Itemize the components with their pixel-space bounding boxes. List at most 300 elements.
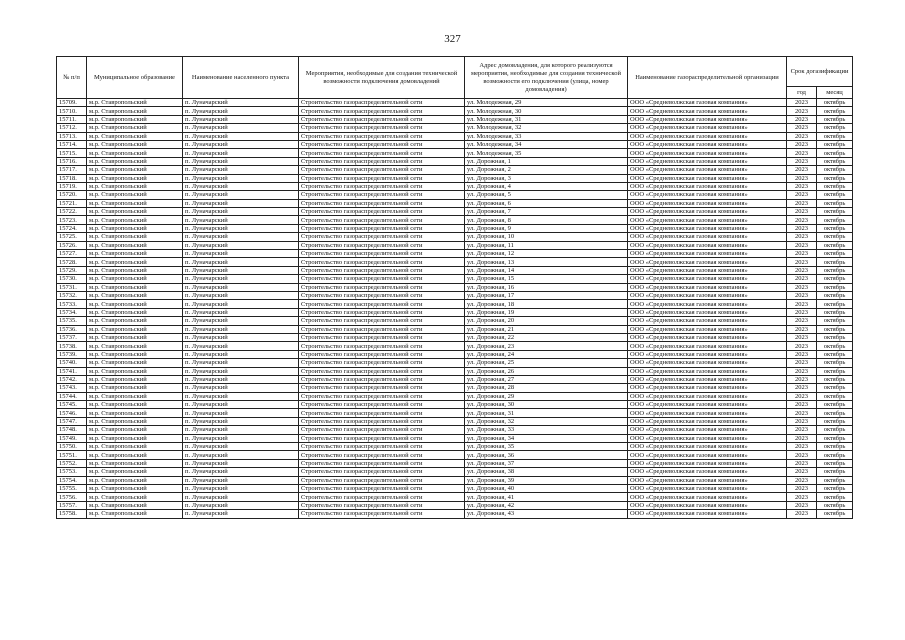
- address-cell: ул. Молодежная, 30: [465, 107, 628, 115]
- month-cell: октябрь: [817, 166, 853, 174]
- month-cell: октябрь: [817, 216, 853, 224]
- row-number: 15739.: [57, 350, 87, 358]
- org-cell: ООО «Средневолжская газовая компания»: [628, 191, 787, 199]
- row-number: 15721.: [57, 199, 87, 207]
- address-cell: ул. Дорожная, 25: [465, 359, 628, 367]
- settlement-cell: п. Луначарский: [183, 241, 299, 249]
- header-num: № п/п: [57, 57, 87, 99]
- address-cell: ул. Дорожная, 27: [465, 375, 628, 383]
- row-number: 15758.: [57, 510, 87, 518]
- year-cell: 2023: [787, 426, 817, 434]
- settlement-cell: п. Луначарский: [183, 149, 299, 157]
- row-number: 15738.: [57, 342, 87, 350]
- settlement-cell: п. Луначарский: [183, 401, 299, 409]
- address-cell: ул. Дорожная, 33: [465, 426, 628, 434]
- municipality-cell: м.р. Ставропольский: [87, 275, 183, 283]
- year-cell: 2023: [787, 250, 817, 258]
- year-cell: 2023: [787, 275, 817, 283]
- table-body: [57, 99, 853, 519]
- org-cell: ООО «Средневолжская газовая компания»: [628, 132, 787, 140]
- municipality-cell: м.р. Ставропольский: [87, 501, 183, 509]
- settlement-cell: п. Луначарский: [183, 157, 299, 165]
- page-number: 327: [444, 33, 461, 45]
- settlement-cell: п. Луначарский: [183, 342, 299, 350]
- settlement-cell: п. Луначарский: [183, 375, 299, 383]
- month-cell: октябрь: [817, 476, 853, 484]
- year-cell: 2023: [787, 317, 817, 325]
- address-cell: ул. Дорожная, 13: [465, 258, 628, 266]
- org-cell: ООО «Средневолжская газовая компания»: [628, 417, 787, 425]
- municipality-cell: м.р. Ставропольский: [87, 317, 183, 325]
- settlement-cell: п. Луначарский: [183, 501, 299, 509]
- year-cell: 2023: [787, 493, 817, 501]
- table-row: [57, 501, 853, 509]
- org-cell: ООО «Средневолжская газовая компания»: [628, 107, 787, 115]
- table-row: [57, 459, 853, 467]
- address-cell: ул. Дорожная, 24: [465, 350, 628, 358]
- year-cell: 2023: [787, 342, 817, 350]
- org-cell: ООО «Средневолжская газовая компания»: [628, 174, 787, 182]
- address-cell: ул. Дорожная, 16: [465, 283, 628, 291]
- row-number: 15746.: [57, 409, 87, 417]
- address-cell: ул. Дорожная, 18: [465, 300, 628, 308]
- org-cell: ООО «Средневолжская газовая компания»: [628, 99, 787, 107]
- year-cell: 2023: [787, 468, 817, 476]
- table-row: [57, 191, 853, 199]
- org-cell: ООО «Средневолжская газовая компания»: [628, 510, 787, 518]
- year-cell: 2023: [787, 140, 817, 148]
- measure-cell: Строительство газораспределительной сети: [299, 233, 465, 241]
- table-row: [57, 233, 853, 241]
- address-cell: ул. Молодежная, 31: [465, 115, 628, 123]
- address-cell: ул. Дорожная, 2: [465, 166, 628, 174]
- year-cell: 2023: [787, 392, 817, 400]
- settlement-cell: п. Луначарский: [183, 317, 299, 325]
- year-cell: 2023: [787, 443, 817, 451]
- municipality-cell: м.р. Ставропольский: [87, 115, 183, 123]
- municipality-cell: м.р. Ставропольский: [87, 224, 183, 232]
- org-cell: ООО «Средневолжская газовая компания»: [628, 250, 787, 258]
- table-row: [57, 434, 853, 442]
- year-cell: 2023: [787, 308, 817, 316]
- row-number: 15741.: [57, 367, 87, 375]
- year-cell: 2023: [787, 266, 817, 274]
- settlement-cell: п. Луначарский: [183, 258, 299, 266]
- org-cell: ООО «Средневолжская газовая компания»: [628, 208, 787, 216]
- measure-cell: Строительство газораспределительной сети: [299, 484, 465, 492]
- settlement-cell: п. Луначарский: [183, 283, 299, 291]
- settlement-cell: п. Луначарский: [183, 99, 299, 107]
- org-cell: ООО «Средневолжская газовая компания»: [628, 266, 787, 274]
- table-row: [57, 443, 853, 451]
- settlement-cell: п. Луначарский: [183, 510, 299, 518]
- month-cell: октябрь: [817, 174, 853, 182]
- measure-cell: Строительство газораспределительной сети: [299, 468, 465, 476]
- municipality-cell: м.р. Ставропольский: [87, 350, 183, 358]
- measure-cell: Строительство газораспределительной сети: [299, 459, 465, 467]
- month-cell: октябрь: [817, 401, 853, 409]
- org-cell: ООО «Средневолжская газовая компания»: [628, 333, 787, 341]
- header-deadline: Срок догазификации: [787, 57, 853, 87]
- municipality-cell: м.р. Ставропольский: [87, 199, 183, 207]
- settlement-cell: п. Луначарский: [183, 140, 299, 148]
- table-row: [57, 333, 853, 341]
- year-cell: 2023: [787, 417, 817, 425]
- table-row: [57, 208, 853, 216]
- municipality-cell: м.р. Ставропольский: [87, 493, 183, 501]
- municipality-cell: м.р. Ставропольский: [87, 233, 183, 241]
- measure-cell: Строительство газораспределительной сети: [299, 392, 465, 400]
- address-cell: ул. Дорожная, 17: [465, 291, 628, 299]
- year-cell: 2023: [787, 434, 817, 442]
- municipality-cell: м.р. Ставропольский: [87, 99, 183, 107]
- row-number: 15748.: [57, 426, 87, 434]
- municipality-cell: м.р. Ставропольский: [87, 434, 183, 442]
- row-number: 15740.: [57, 359, 87, 367]
- municipality-cell: м.р. Ставропольский: [87, 451, 183, 459]
- org-cell: ООО «Средневолжская газовая компания»: [628, 216, 787, 224]
- settlement-cell: п. Луначарский: [183, 384, 299, 392]
- org-cell: ООО «Средневолжская газовая компания»: [628, 224, 787, 232]
- municipality-cell: м.р. Ставропольский: [87, 468, 183, 476]
- measure-cell: Строительство газораспределительной сети: [299, 224, 465, 232]
- row-number: 15726.: [57, 241, 87, 249]
- measure-cell: Строительство газораспределительной сети: [299, 283, 465, 291]
- municipality-cell: м.р. Ставропольский: [87, 283, 183, 291]
- table-row: [57, 484, 853, 492]
- measure-cell: Строительство газораспределительной сети: [299, 107, 465, 115]
- settlement-cell: п. Луначарский: [183, 426, 299, 434]
- row-number: 15718.: [57, 174, 87, 182]
- measure-cell: Строительство газораспределительной сети: [299, 384, 465, 392]
- org-cell: ООО «Средневолжская газовая компания»: [628, 241, 787, 249]
- org-cell: ООО «Средневолжская газовая компания»: [628, 434, 787, 442]
- org-cell: ООО «Средневолжская газовая компания»: [628, 233, 787, 241]
- month-cell: октябрь: [817, 375, 853, 383]
- header-municipality: Муниципальное образование: [87, 57, 183, 99]
- year-cell: 2023: [787, 216, 817, 224]
- org-cell: ООО «Средневолжская газовая компания»: [628, 359, 787, 367]
- measure-cell: Строительство газораспределительной сети: [299, 140, 465, 148]
- settlement-cell: п. Луначарский: [183, 333, 299, 341]
- year-cell: 2023: [787, 350, 817, 358]
- gasification-table: [56, 56, 853, 519]
- year-cell: 2023: [787, 115, 817, 123]
- measure-cell: Строительство газораспределительной сети: [299, 426, 465, 434]
- address-cell: ул. Дорожная, 5: [465, 191, 628, 199]
- settlement-cell: п. Луначарский: [183, 392, 299, 400]
- municipality-cell: м.р. Ставропольский: [87, 107, 183, 115]
- measure-cell: Строительство газораспределительной сети: [299, 476, 465, 484]
- table-row: [57, 216, 853, 224]
- month-cell: октябрь: [817, 434, 853, 442]
- header-org: Наименование газораспределительной организации: [628, 57, 787, 99]
- address-cell: ул. Молодежная, 32: [465, 124, 628, 132]
- row-number: 15751.: [57, 451, 87, 459]
- municipality-cell: м.р. Ставропольский: [87, 417, 183, 425]
- month-cell: октябрь: [817, 191, 853, 199]
- org-cell: ООО «Средневолжская газовая компания»: [628, 501, 787, 509]
- municipality-cell: м.р. Ставропольский: [87, 250, 183, 258]
- municipality-cell: м.р. Ставропольский: [87, 149, 183, 157]
- header-settlement: Наименование населенного пункта: [183, 57, 299, 99]
- org-cell: ООО «Средневолжская газовая компания»: [628, 308, 787, 316]
- measure-cell: Строительство газораспределительной сети: [299, 157, 465, 165]
- settlement-cell: п. Луначарский: [183, 359, 299, 367]
- table-row: [57, 384, 853, 392]
- row-number: 15717.: [57, 166, 87, 174]
- address-cell: ул. Дорожная, 43: [465, 510, 628, 518]
- table-row: [57, 367, 853, 375]
- month-cell: октябрь: [817, 501, 853, 509]
- table-row: [57, 493, 853, 501]
- month-cell: октябрь: [817, 484, 853, 492]
- table-row: [57, 325, 853, 333]
- month-cell: октябрь: [817, 199, 853, 207]
- address-cell: ул. Молодежная, 33: [465, 132, 628, 140]
- org-cell: ООО «Средневолжская газовая компания»: [628, 291, 787, 299]
- address-cell: ул. Дорожная, 40: [465, 484, 628, 492]
- table-row: [57, 392, 853, 400]
- settlement-cell: п. Луначарский: [183, 493, 299, 501]
- month-cell: октябрь: [817, 107, 853, 115]
- year-cell: 2023: [787, 132, 817, 140]
- measure-cell: Строительство газораспределительной сети: [299, 275, 465, 283]
- municipality-cell: м.р. Ставропольский: [87, 401, 183, 409]
- address-cell: ул. Дорожная, 38: [465, 468, 628, 476]
- row-number: 15725.: [57, 233, 87, 241]
- table-row: [57, 308, 853, 316]
- month-cell: октябрь: [817, 342, 853, 350]
- settlement-cell: п. Луначарский: [183, 275, 299, 283]
- municipality-cell: м.р. Ставропольский: [87, 510, 183, 518]
- municipality-cell: м.р. Ставропольский: [87, 443, 183, 451]
- settlement-cell: п. Луначарский: [183, 199, 299, 207]
- year-cell: 2023: [787, 510, 817, 518]
- measure-cell: Строительство газораспределительной сети: [299, 493, 465, 501]
- table-row: [57, 124, 853, 132]
- year-cell: 2023: [787, 182, 817, 190]
- row-number: 15712.: [57, 124, 87, 132]
- municipality-cell: м.р. Ставропольский: [87, 333, 183, 341]
- table-row: [57, 476, 853, 484]
- month-cell: октябрь: [817, 208, 853, 216]
- row-number: 15735.: [57, 317, 87, 325]
- row-number: 15743.: [57, 384, 87, 392]
- org-cell: ООО «Средневолжская газовая компания»: [628, 124, 787, 132]
- table-row: [57, 375, 853, 383]
- table-row: [57, 107, 853, 115]
- address-cell: ул. Дорожная, 30: [465, 401, 628, 409]
- row-number: 15727.: [57, 250, 87, 258]
- org-cell: ООО «Средневолжская газовая компания»: [628, 392, 787, 400]
- month-cell: октябрь: [817, 426, 853, 434]
- row-number: 15734.: [57, 308, 87, 316]
- month-cell: октябрь: [817, 266, 853, 274]
- year-cell: 2023: [787, 384, 817, 392]
- month-cell: октябрь: [817, 409, 853, 417]
- municipality-cell: м.р. Ставропольский: [87, 157, 183, 165]
- measure-cell: Строительство газораспределительной сети: [299, 300, 465, 308]
- address-cell: ул. Молодежная, 34: [465, 140, 628, 148]
- org-cell: ООО «Средневолжская газовая компания»: [628, 149, 787, 157]
- year-cell: 2023: [787, 367, 817, 375]
- table-row: [57, 99, 853, 107]
- org-cell: ООО «Средневолжская газовая компания»: [628, 182, 787, 190]
- row-number: 15724.: [57, 224, 87, 232]
- table-row: [57, 401, 853, 409]
- org-cell: ООО «Средневолжская газовая компания»: [628, 409, 787, 417]
- org-cell: ООО «Средневолжская газовая компания»: [628, 199, 787, 207]
- month-cell: октябрь: [817, 157, 853, 165]
- month-cell: октябрь: [817, 258, 853, 266]
- month-cell: октябрь: [817, 359, 853, 367]
- settlement-cell: п. Луначарский: [183, 434, 299, 442]
- row-number: 15714.: [57, 140, 87, 148]
- org-cell: ООО «Средневолжская газовая компания»: [628, 342, 787, 350]
- row-number: 15715.: [57, 149, 87, 157]
- measure-cell: Строительство газораспределительной сети: [299, 510, 465, 518]
- row-number: 15753.: [57, 468, 87, 476]
- row-number: 15732.: [57, 291, 87, 299]
- municipality-cell: м.р. Ставропольский: [87, 359, 183, 367]
- table-row: [57, 359, 853, 367]
- org-cell: ООО «Средневолжская газовая компания»: [628, 325, 787, 333]
- address-cell: ул. Дорожная, 8: [465, 216, 628, 224]
- month-cell: октябрь: [817, 250, 853, 258]
- month-cell: октябрь: [817, 333, 853, 341]
- table-row: [57, 182, 853, 190]
- settlement-cell: п. Луначарский: [183, 291, 299, 299]
- municipality-cell: м.р. Ставропольский: [87, 291, 183, 299]
- year-cell: 2023: [787, 484, 817, 492]
- year-cell: 2023: [787, 157, 817, 165]
- table-row: [57, 426, 853, 434]
- year-cell: 2023: [787, 476, 817, 484]
- measure-cell: Строительство газораспределительной сети: [299, 308, 465, 316]
- header-address: Адрес домовладения, для которого реализуются мероприятия, необходимые для создания технической возможности его подключения (улица, номер домовладения): [465, 57, 628, 99]
- table-row: [57, 417, 853, 425]
- municipality-cell: м.р. Ставропольский: [87, 392, 183, 400]
- month-cell: октябрь: [817, 510, 853, 518]
- settlement-cell: п. Луначарский: [183, 208, 299, 216]
- row-number: 15736.: [57, 325, 87, 333]
- address-cell: ул. Дорожная, 4: [465, 182, 628, 190]
- row-number: 15709.: [57, 99, 87, 107]
- org-cell: ООО «Средневолжская газовая компания»: [628, 258, 787, 266]
- measure-cell: Строительство газораспределительной сети: [299, 434, 465, 442]
- measure-cell: Строительство газораспределительной сети: [299, 401, 465, 409]
- org-cell: ООО «Средневолжская газовая компания»: [628, 166, 787, 174]
- address-cell: ул. Дорожная, 29: [465, 392, 628, 400]
- month-cell: октябрь: [817, 275, 853, 283]
- row-number: 15756.: [57, 493, 87, 501]
- address-cell: ул. Дорожная, 22: [465, 333, 628, 341]
- settlement-cell: п. Луначарский: [183, 132, 299, 140]
- municipality-cell: м.р. Ставропольский: [87, 300, 183, 308]
- address-cell: ул. Дорожная, 35: [465, 443, 628, 451]
- org-cell: ООО «Средневолжская газовая компания»: [628, 115, 787, 123]
- address-cell: ул. Дорожная, 1: [465, 157, 628, 165]
- row-number: 15757.: [57, 501, 87, 509]
- settlement-cell: п. Луначарский: [183, 459, 299, 467]
- org-cell: ООО «Средневолжская газовая компания»: [628, 484, 787, 492]
- table-row: [57, 250, 853, 258]
- row-number: 15722.: [57, 208, 87, 216]
- row-number: 15754.: [57, 476, 87, 484]
- address-cell: ул. Дорожная, 34: [465, 434, 628, 442]
- address-cell: ул. Дорожная, 31: [465, 409, 628, 417]
- settlement-cell: п. Луначарский: [183, 250, 299, 258]
- measure-cell: Строительство газораспределительной сети: [299, 291, 465, 299]
- municipality-cell: м.р. Ставропольский: [87, 132, 183, 140]
- settlement-cell: п. Луначарский: [183, 325, 299, 333]
- measure-cell: Строительство газораспределительной сети: [299, 333, 465, 341]
- org-cell: ООО «Средневолжская газовая компания»: [628, 140, 787, 148]
- address-cell: ул. Дорожная, 21: [465, 325, 628, 333]
- table-row: [57, 199, 853, 207]
- address-cell: ул. Дорожная, 32: [465, 417, 628, 425]
- year-cell: 2023: [787, 300, 817, 308]
- measure-cell: Строительство газораспределительной сети: [299, 342, 465, 350]
- table-row: [57, 409, 853, 417]
- municipality-cell: м.р. Ставропольский: [87, 484, 183, 492]
- org-cell: ООО «Средневолжская газовая компания»: [628, 367, 787, 375]
- municipality-cell: м.р. Ставропольский: [87, 124, 183, 132]
- address-cell: ул. Дорожная, 3: [465, 174, 628, 182]
- month-cell: октябрь: [817, 384, 853, 392]
- year-cell: 2023: [787, 241, 817, 249]
- month-cell: октябрь: [817, 99, 853, 107]
- org-cell: ООО «Средневолжская газовая компания»: [628, 459, 787, 467]
- year-cell: 2023: [787, 325, 817, 333]
- municipality-cell: м.р. Ставропольский: [87, 208, 183, 216]
- org-cell: ООО «Средневолжская газовая компания»: [628, 384, 787, 392]
- table-row: [57, 317, 853, 325]
- year-cell: 2023: [787, 149, 817, 157]
- measure-cell: Строительство газораспределительной сети: [299, 451, 465, 459]
- row-number: 15752.: [57, 459, 87, 467]
- table-row: [57, 510, 853, 518]
- settlement-cell: п. Луначарский: [183, 182, 299, 190]
- month-cell: октябрь: [817, 443, 853, 451]
- table-row: [57, 350, 853, 358]
- table-row: [57, 132, 853, 140]
- table-row: [57, 291, 853, 299]
- row-number: 15711.: [57, 115, 87, 123]
- settlement-cell: п. Луначарский: [183, 216, 299, 224]
- settlement-cell: п. Луначарский: [183, 233, 299, 241]
- month-cell: октябрь: [817, 392, 853, 400]
- table-row: [57, 174, 853, 182]
- address-cell: ул. Дорожная, 39: [465, 476, 628, 484]
- settlement-cell: п. Луначарский: [183, 468, 299, 476]
- month-cell: октябрь: [817, 241, 853, 249]
- month-cell: октябрь: [817, 224, 853, 232]
- address-cell: ул. Дорожная, 19: [465, 308, 628, 316]
- year-cell: 2023: [787, 359, 817, 367]
- measure-cell: Строительство газораспределительной сети: [299, 166, 465, 174]
- municipality-cell: м.р. Ставропольский: [87, 384, 183, 392]
- measure-cell: Строительство газораспределительной сети: [299, 208, 465, 216]
- measure-cell: Строительство газораспределительной сети: [299, 501, 465, 509]
- settlement-cell: п. Луначарский: [183, 367, 299, 375]
- year-cell: 2023: [787, 375, 817, 383]
- address-cell: ул. Дорожная, 42: [465, 501, 628, 509]
- settlement-cell: п. Луначарский: [183, 350, 299, 358]
- month-cell: октябрь: [817, 451, 853, 459]
- row-number: 15729.: [57, 266, 87, 274]
